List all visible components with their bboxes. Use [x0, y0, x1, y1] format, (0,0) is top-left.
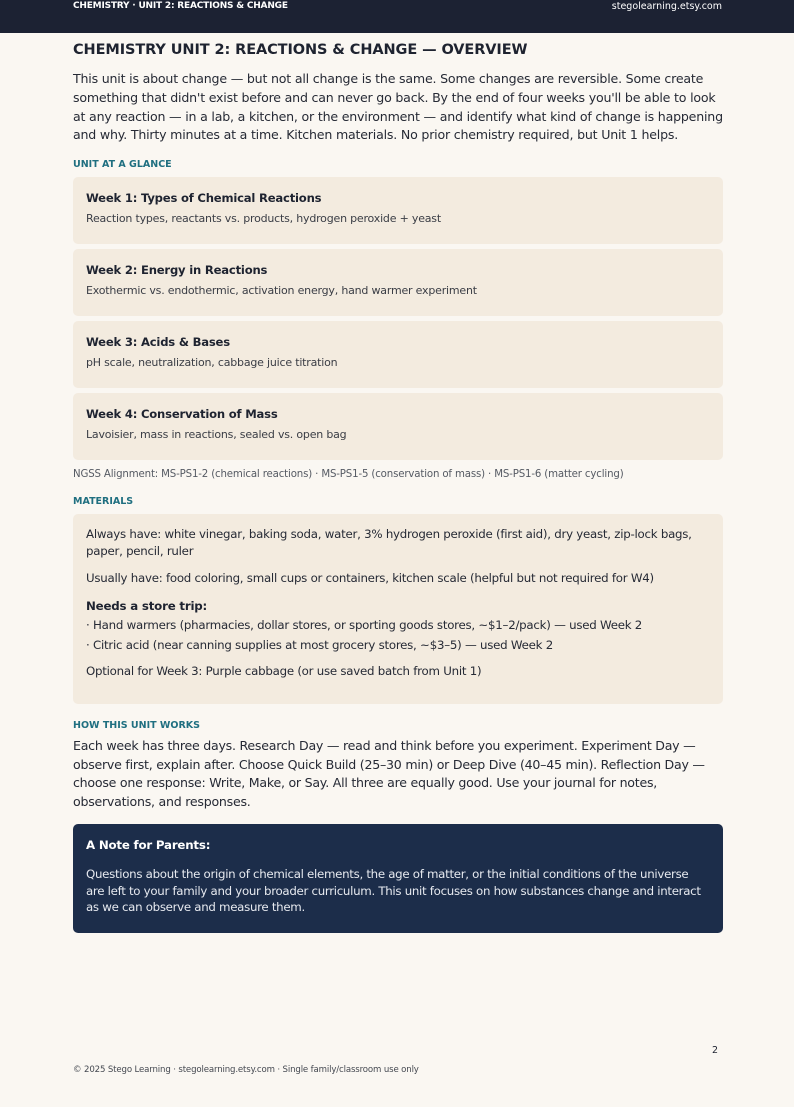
header-site-link[interactable]: stegolearning.etsy.com — [611, 1, 722, 12]
week-title: Week 3: Acids & Bases — [86, 335, 230, 350]
section-label-materials: MATERIALS — [73, 496, 134, 508]
intro-paragraph: This unit is about change — but not all change is the same. Some changes are reversible. Some create something that didn't exist before and can never go back. By the end of four weeks you'll be able to look at any reaction — in a lab, a kitchen, or the environment — and identify what kind of change is happening and why. Thirty minutes at a time. Kitchen materials. No prior chemistry required, but Unit 1 helps. — [73, 71, 723, 143]
parent-note-body: Questions about the origin of chemical elements, the age of matter, or the initial conditions of the universe are left to your family and your broader curriculum. This unit focuses on how substances change and interact as we can observe and measure them. — [86, 867, 701, 915]
week-description: Exothermic vs. endothermic, activation energy, hand warmer experiment — [86, 284, 477, 298]
materials-store-heading: Needs a store trip: — [86, 599, 208, 614]
week-title: Week 1: Types of Chemical Reactions — [86, 191, 322, 206]
week-description: Reaction types, reactants vs. products, hydrogen peroxide + yeast — [86, 212, 441, 226]
week-card-3 — [73, 321, 723, 388]
page-content — [73, 40, 723, 933]
footer-copyright: © 2025 Stego Learning · stegolearning.etsy.com · Single family/classroom use only — [73, 1065, 419, 1075]
week-list — [73, 177, 723, 460]
week-card-2 — [73, 249, 723, 316]
section-label-unit-at-a-glance: UNIT AT A GLANCE — [73, 159, 172, 171]
parent-note-title: A Note for Parents: — [86, 838, 211, 853]
page-number: 2 — [712, 1045, 719, 1056]
materials-usually: Usually have: food coloring, small cups or containers, kitchen scale (helpful but not required for W4) — [86, 571, 654, 586]
materials-store-item: · Citric acid (near canning supplies at most grocery stores, ~$3–5) — used Week 2 — [86, 638, 553, 653]
materials-optional: Optional for Week 3: Purple cabbage (or use saved batch from Unit 1) — [86, 664, 482, 679]
materials-store-item: · Hand warmers (pharmacies, dollar stores, or sporting goods stores, ~$1–2/pack) — used Week 2 — [86, 618, 643, 633]
week-title: Week 4: Conservation of Mass — [86, 407, 278, 422]
materials-box — [73, 514, 723, 704]
parent-note-box — [73, 824, 723, 933]
how-paragraph: Each week has three days. Research Day — read and think before you experiment. Experiment Day — observe first, explain after. Choose Quick Build (25–30 min) or Deep Dive (40–45 min). Reflection Day — choose one response: Write, Make, or Say. All three are equally good. Use your journal for notes, observations, and responses. — [73, 738, 705, 809]
ngss-alignment: NGSS Alignment: MS-PS1-2 (chemical reactions) · MS-PS1-5 (conservation of mass) · MS-PS1-6 (matter cycling) — [73, 469, 624, 481]
page-title: CHEMISTRY UNIT 2: REACTIONS & CHANGE — OVERVIEW — [73, 42, 528, 58]
week-card-4 — [73, 393, 723, 460]
week-title: Week 2: Energy in Reactions — [86, 263, 268, 278]
week-card-1 — [73, 177, 723, 244]
section-label-how-this-unit-works: HOW THIS UNIT WORKS — [73, 720, 200, 732]
week-description: Lavoisier, mass in reactions, sealed vs. open bag — [86, 428, 347, 442]
header-unit-label: CHEMISTRY · UNIT 2: REACTIONS & CHANGE — [73, 1, 288, 11]
week-description: pH scale, neutralization, cabbage juice titration — [86, 356, 338, 370]
header-bar — [0, 0, 794, 33]
materials-always: Always have: white vinegar, baking soda, water, 3% hydrogen peroxide (first aid), dry yeast, zip-lock bags, paper, pencil, ruler — [86, 527, 692, 559]
